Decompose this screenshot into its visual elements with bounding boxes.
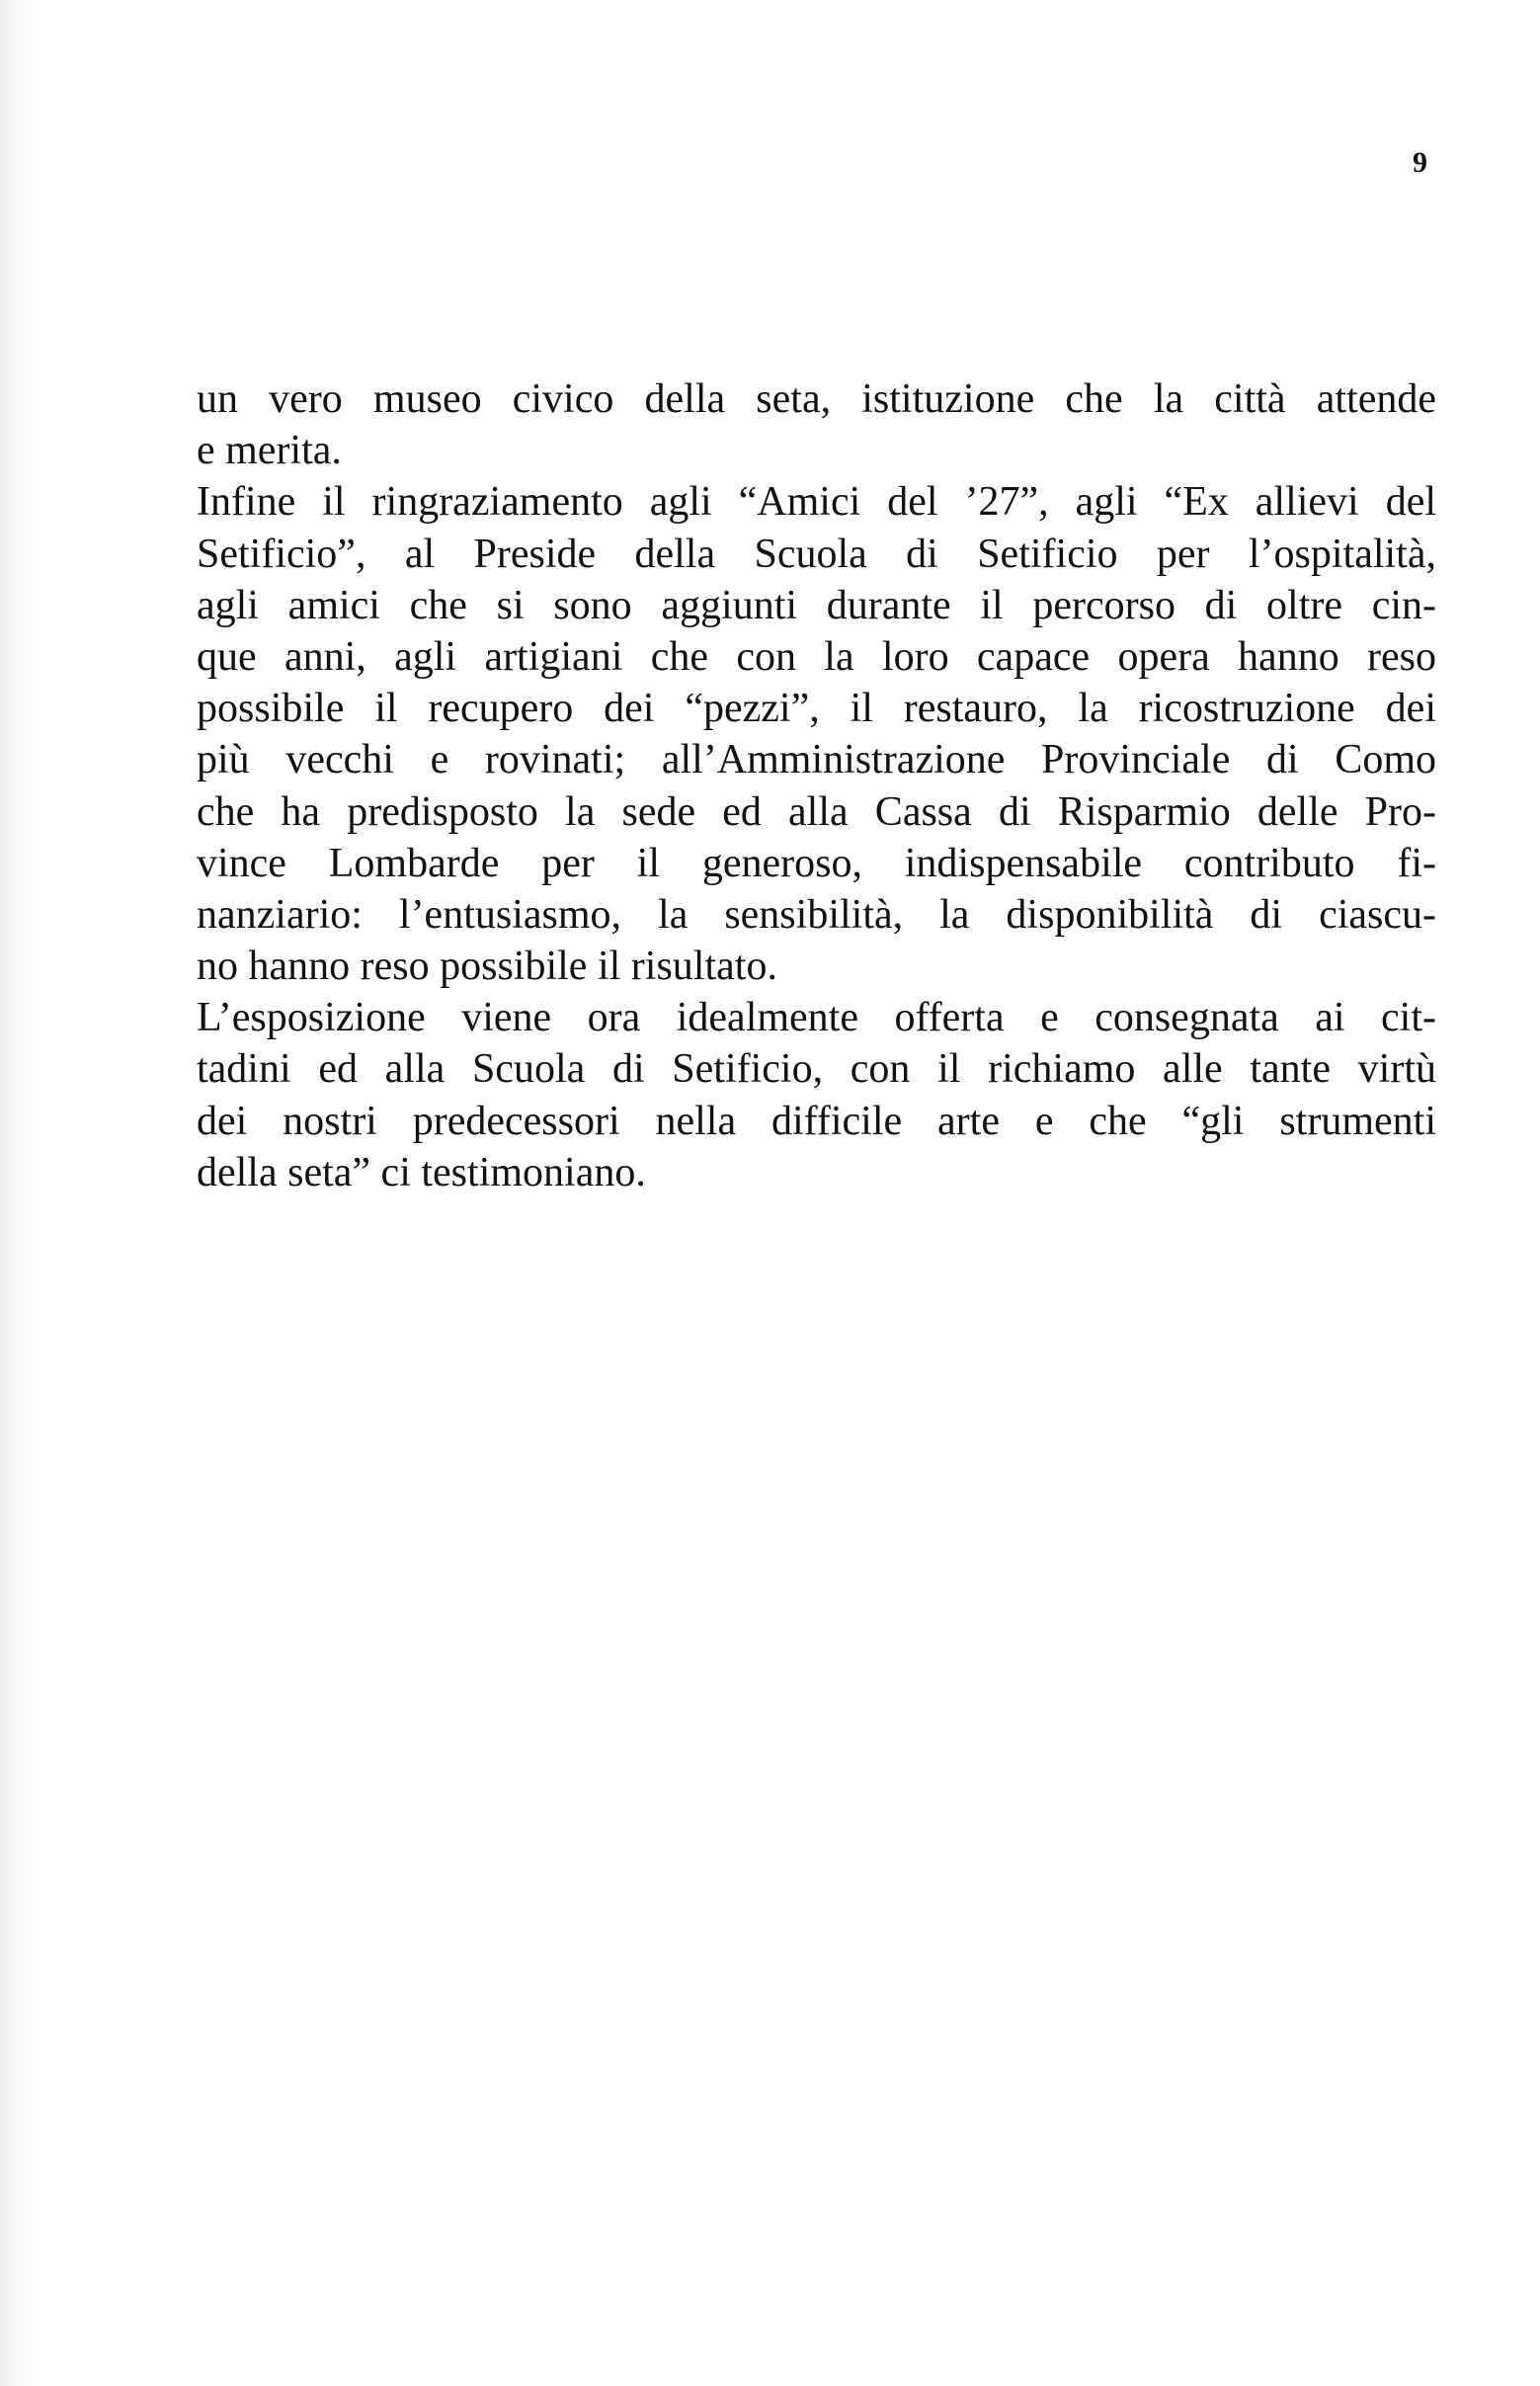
text-line: e merita.: [197, 428, 342, 474]
text-line: tadini ed alla Scuola di Setificio, con il richiamo alle tante virtù: [197, 1046, 1436, 1093]
text-line: L’esposizione viene ora idealmente offerta e consegnata ai cit-: [197, 995, 1436, 1041]
text-line: nanziario: l’entusiasmo, la sensibilità, la disponibilità di ciascu-: [197, 891, 1436, 938]
text-line: della seta” ci testimoniano.: [197, 1149, 646, 1195]
text-line: vince Lombarde per il generoso, indispensabile contributo fi-: [197, 840, 1436, 886]
text-line: dei nostri predecessori nella difficile arte e che “gli strumenti: [197, 1098, 1436, 1144]
text-line: Setificio”, al Preside della Scuola di Setificio per l’ospitalità,: [197, 531, 1436, 577]
text-line: un vero museo civico della seta, istituzione che la città attende: [197, 376, 1436, 422]
text-line: più vecchi e rovinati; all’Amministrazione Provinciale di Como: [197, 737, 1436, 783]
text-line: Infine il ringraziamento agli “Amici del ’27”, agli “Ex allievi del: [197, 479, 1436, 526]
text-line: agli amici che si sono aggiunti durante il percorso di oltre cin-: [197, 582, 1436, 628]
text-line: que anni, agli artigiani che con la loro capace opera hanno reso: [197, 633, 1436, 680]
text-line: no hanno reso possibile il risultato.: [197, 944, 777, 990]
page-number: 9: [1413, 146, 1427, 179]
text-line: possibile il recupero dei “pezzi”, il restauro, la ricostruzione dei: [197, 686, 1436, 732]
text-line: che ha predisposto la sede ed alla Cassa di Risparmio delle Pro-: [197, 788, 1436, 835]
body-text: [197, 373, 1436, 1198]
